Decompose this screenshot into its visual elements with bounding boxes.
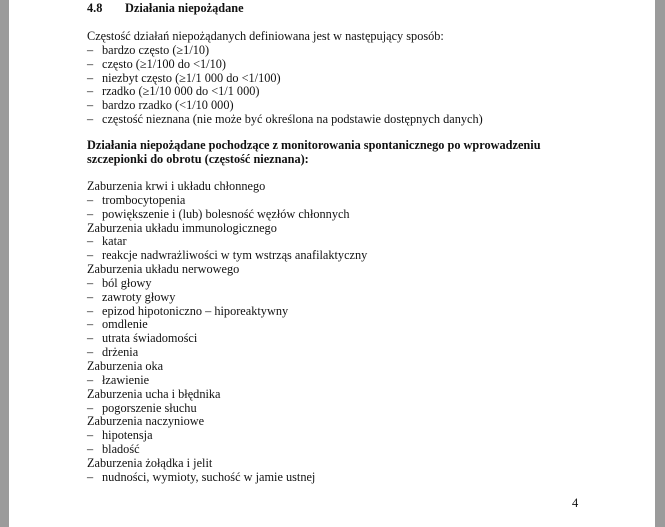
list-item [87,277,367,291]
list-item [87,402,367,416]
frequency-definitions [87,30,483,127]
list-item [87,332,367,346]
list-item [87,346,367,360]
list-item-text: częstość nieznana (nie może być określona na podstawie dostępnych danych) [102,112,483,127]
list-item [87,374,367,388]
dash-bullet: – [87,331,94,346]
list-item [87,443,367,457]
list-item-text: nudności, wymioty, suchość w jamie ustnej [102,469,316,484]
dash-bullet: – [87,428,94,443]
list-item [87,318,367,332]
list-item-text: trombocytopenia [102,192,186,207]
dash-bullet: – [87,303,94,318]
list-item-text: pogorszenie słuchu [102,400,197,415]
list-item-text: hipotensja [102,428,153,443]
list-item [87,113,483,127]
list-item [87,429,367,443]
list-item-text: zawroty głowy [102,289,176,304]
section-title: Działania niepożądane [125,1,244,15]
category-heading: Zaburzenia krwi i układu chłonnego [87,179,266,193]
dash-bullet: – [87,469,94,484]
list-item-text: łzawienie [102,372,150,387]
category-heading: Zaburzenia ucha i błędnika [87,386,221,401]
list-item [87,58,483,72]
category-heading: Zaburzenia układu immunologicznego [87,220,277,235]
list-item [87,208,367,222]
dash-bullet: – [87,372,94,387]
list-item-text: utrata świadomości [102,331,198,346]
dash-bullet: – [87,400,94,415]
list-item [87,85,483,99]
dash-bullet: – [87,98,94,113]
dash-bullet: – [87,42,94,57]
dash-bullet: – [87,345,94,360]
list-item [87,44,483,58]
list-item-text: omdlenie [102,317,148,332]
dash-bullet: – [87,206,94,221]
list-item [87,99,483,113]
dash-bullet: – [87,70,94,85]
list-item [87,235,367,249]
category-heading: Zaburzenia oka [87,358,164,373]
list-item-text: bardzo często (≥1/10) [102,42,210,57]
category-heading: Zaburzenia żołądka i jelit [87,455,213,470]
list-item-text: epizod hipotoniczno – hiporeaktywny [102,303,289,318]
list-item-text: ból głowy [102,275,152,290]
document-page [9,0,655,527]
list-item [87,194,367,208]
list-item-text: niezbyt często (≥1/1 000 do <1/100) [102,70,281,85]
list-item-text: katar [102,234,127,249]
post-marketing-heading [87,139,541,167]
page-number: 4 [572,496,579,510]
frequency-list [87,44,483,127]
list-item-text: reakcje nadwrażliwości w tym wstrząs anafilaktyczny [102,248,368,263]
list-item [87,72,483,86]
dash-bullet: – [87,112,94,127]
adverse-effects-list [87,180,367,485]
dash-bullet: – [87,442,94,457]
dash-bullet: – [87,84,94,99]
dash-bullet: – [87,234,94,249]
category-heading: Zaburzenia układu nerwowego [87,262,240,277]
list-item-text: powiększenie i (lub) bolesność węzłów chłonnych [102,206,350,221]
list-item-text: bladość [102,442,140,457]
category-heading: Zaburzenia naczyniowe [87,414,205,429]
post-marketing-heading-line: szczepionki do obrotu (częstość nieznana): [87,151,309,166]
list-item [87,249,367,263]
section-heading [87,2,244,16]
dash-bullet: – [87,275,94,290]
dash-bullet: – [87,192,94,207]
list-item-text: często (≥1/100 do <1/10) [102,56,226,71]
list-item-text: rzadko (≥1/10 000 do <1/1 000) [102,84,260,99]
list-item [87,471,367,485]
dash-bullet: – [87,56,94,71]
dash-bullet: – [87,317,94,332]
post-marketing-heading-line: Działania niepożądane pochodzące z monitorowania spontanicznego po wprowadzeniu [87,138,541,152]
frequency-intro: Częstość działań niepożądanych definiowana jest w następujący sposób: [87,29,444,43]
section-number: 4.8 [87,1,103,15]
list-item-text: drżenia [102,345,139,360]
dash-bullet: – [87,289,94,304]
list-item [87,291,367,305]
list-item [87,305,367,319]
dash-bullet: – [87,248,94,263]
list-item-text: bardzo rzadko (<1/10 000) [102,98,234,113]
